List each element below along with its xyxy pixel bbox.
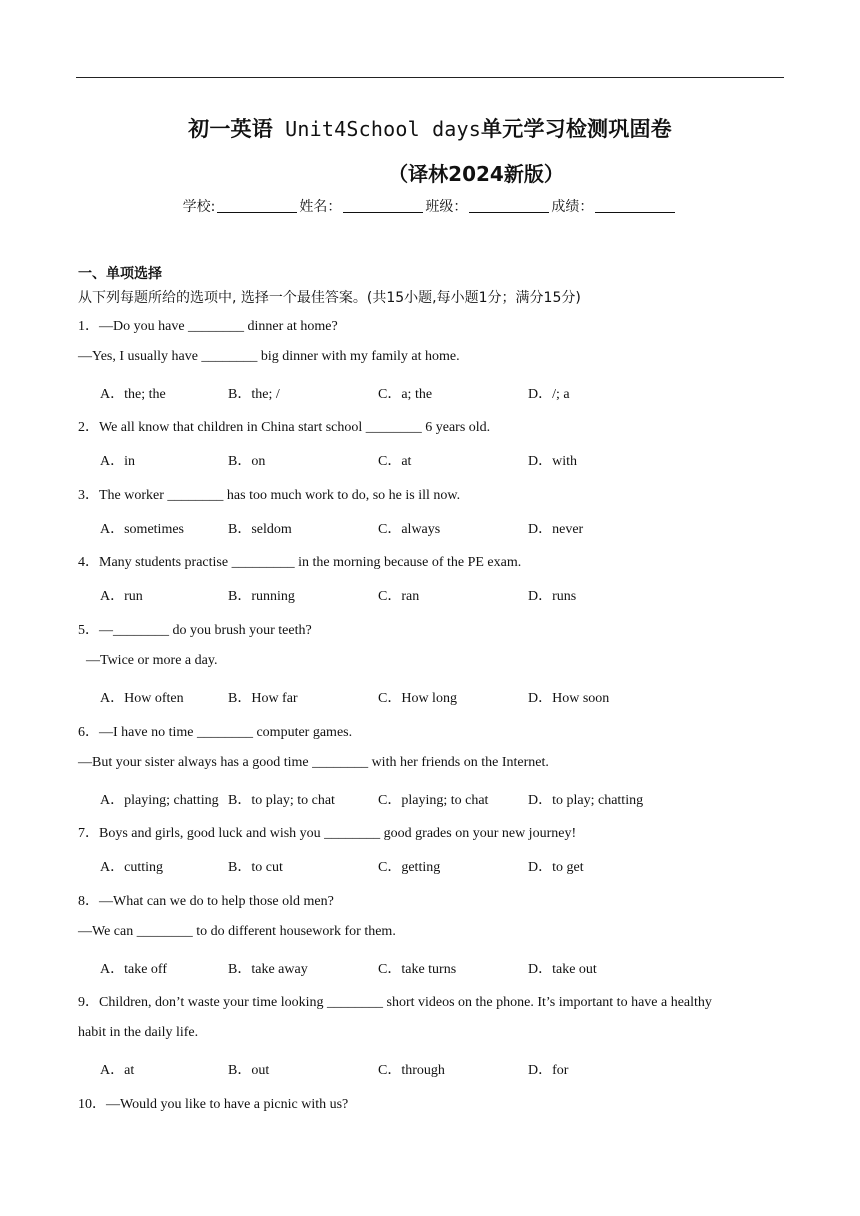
question-2-stem: 2．We all know that children in China start school ________ 6 years old. (78, 420, 491, 435)
option-c[interactable]: C．getting (378, 860, 441, 875)
question-8-stem: 8．—What can we do to help those old men? (78, 894, 334, 909)
option-d[interactable]: D．runs (528, 589, 577, 604)
question-10-stem: 10．—Would you like to have a picnic with us? (78, 1097, 349, 1112)
school-blank[interactable] (217, 212, 297, 213)
option-d[interactable]: D．never (528, 522, 584, 537)
question-2-options (100, 450, 700, 470)
score-blank[interactable] (595, 212, 675, 213)
option-c[interactable]: C．through (378, 1063, 445, 1078)
question-5-options (100, 687, 700, 707)
question-6-reply: —But your sister always has a good time ________ with her friends on the Internet. (78, 755, 549, 770)
score-label: 成绩： (551, 199, 594, 215)
question-8-options (100, 958, 700, 978)
option-d[interactable]: D．to get (528, 860, 584, 875)
option-b[interactable]: B．running (228, 589, 295, 604)
option-a[interactable]: A．the; the (100, 387, 166, 402)
option-b[interactable]: B．seldom (228, 522, 292, 537)
option-a[interactable]: A．How often (100, 691, 184, 706)
student-info-line (0, 196, 860, 216)
subtitle-text: （译林2024新版） (388, 162, 564, 186)
question-4-stem: 4．Many students practise _________ in the morning because of the PE exam. (78, 555, 522, 570)
question-9-options (100, 1059, 700, 1079)
option-b[interactable]: B．take away (228, 962, 308, 977)
question-1-reply: —Yes, I usually have ________ big dinner with my family at home. (78, 349, 460, 364)
name-label: 姓名： (299, 199, 342, 215)
option-d[interactable]: D．to play; chatting (528, 793, 644, 808)
question-6-stem: 6．—I have no time ________ computer games. (78, 725, 353, 740)
question-7-stem: 7．Boys and girls, good luck and wish you ________ good grades on your new journey! (78, 826, 577, 841)
option-c[interactable]: C．ran (378, 589, 420, 604)
question-1-stem: 1．—Do you have ________ dinner at home? (78, 319, 338, 334)
exam-title (0, 113, 860, 143)
question-9-stem: 9．Children, don’t waste your time looking ________ short videos on the phone. It’s important to have a healthy (78, 995, 712, 1010)
question-3-stem: 3．The worker ________ has too much work to do, so he is ill now. (78, 488, 461, 503)
question-3-options (100, 518, 700, 538)
title-unit: Unit4School days (272, 117, 482, 141)
option-c[interactable]: C．at (378, 454, 412, 469)
question-9-stem-continued: habit in the daily life. (78, 1025, 199, 1040)
option-c[interactable]: C．take turns (378, 962, 457, 977)
option-a[interactable]: A．playing; chatting (100, 793, 219, 808)
option-b[interactable]: B．to play; to chat (228, 793, 335, 808)
option-d[interactable]: D．/; a (528, 387, 570, 402)
option-b[interactable]: B．How far (228, 691, 298, 706)
option-a[interactable]: A．take off (100, 962, 167, 977)
question-5-reply: —Twice or more a day. (86, 653, 218, 668)
option-a[interactable]: A．cutting (100, 860, 163, 875)
class-label: 班级： (425, 199, 468, 215)
question-8-reply: —We can ________ to do different housework for them. (78, 924, 396, 939)
name-blank[interactable] (343, 212, 423, 213)
option-b[interactable]: B．out (228, 1063, 270, 1078)
question-5-stem: 5．—________ do you brush your teeth? (78, 623, 312, 638)
question-4-options (100, 585, 700, 605)
option-d[interactable]: D．for (528, 1063, 569, 1078)
option-d[interactable]: D．take out (528, 962, 597, 977)
question-6-options (100, 789, 700, 809)
header-rule (76, 77, 784, 78)
question-1-options (100, 383, 700, 403)
option-c[interactable]: C．a; the (378, 387, 433, 402)
title-prefix: 初一英语 (188, 117, 273, 141)
title-suffix: 单元学习检测巩固卷 (481, 117, 672, 141)
exam-subtitle (0, 158, 860, 187)
option-a[interactable]: A．in (100, 454, 135, 469)
option-c[interactable]: C．always (378, 522, 441, 537)
option-b[interactable]: B．to cut (228, 860, 283, 875)
option-b[interactable]: B．the; / (228, 387, 280, 402)
option-b[interactable]: B．on (228, 454, 266, 469)
school-label: 学校: (182, 199, 216, 215)
option-a[interactable]: A．run (100, 589, 143, 604)
question-7-options (100, 856, 700, 876)
option-c[interactable]: C．playing; to chat (378, 793, 489, 808)
class-blank[interactable] (469, 212, 549, 213)
option-c[interactable]: C．How long (378, 691, 457, 706)
section-instructions: 从下列每题所给的选项中, 选择一个最佳答案。(共15小题,每小题1分；满分15分) (78, 290, 581, 306)
option-d[interactable]: D．with (528, 454, 577, 469)
option-d[interactable]: D．How soon (528, 691, 610, 706)
option-a[interactable]: A．at (100, 1063, 135, 1078)
option-a[interactable]: A．sometimes (100, 522, 184, 537)
section-heading: 一、单项选择 (78, 266, 162, 282)
